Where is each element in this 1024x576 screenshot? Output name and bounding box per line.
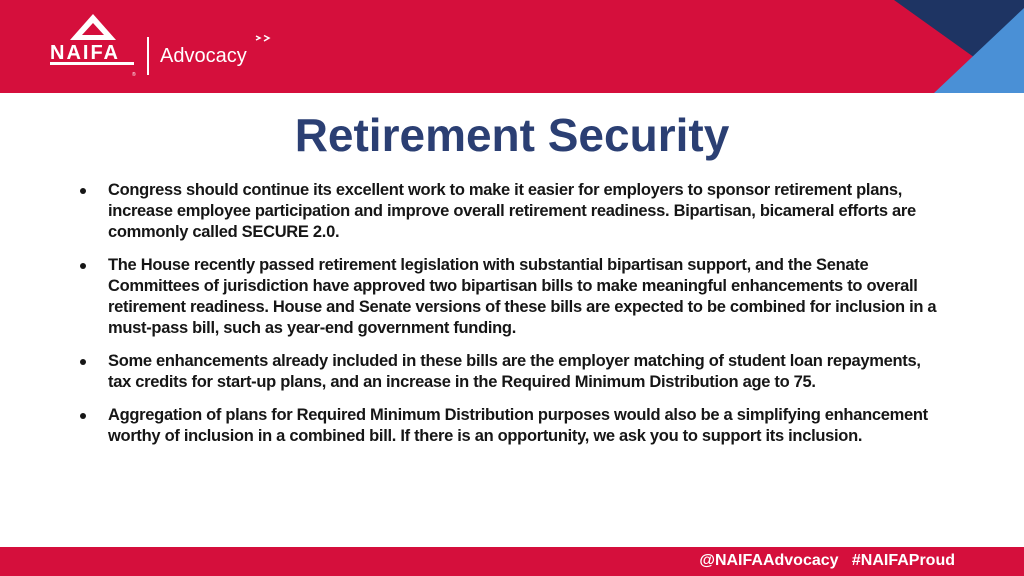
bullet-dot-icon <box>80 413 86 419</box>
bullet-dot-icon <box>80 188 86 194</box>
header-divider <box>147 37 149 75</box>
bullet-dot-icon <box>80 359 86 365</box>
bullet-dot-icon <box>80 263 86 269</box>
bullet-item <box>78 180 938 243</box>
page-title: Retirement Security <box>294 109 730 161</box>
footer-bar <box>0 547 1024 576</box>
header-banner <box>0 0 1024 93</box>
chevron-right-icon <box>254 33 276 47</box>
social-handles: @NAIFAAdvocacy #NAIFAProud <box>699 552 955 569</box>
logo-text: NAIFA <box>50 42 120 64</box>
bullet-item <box>78 351 938 393</box>
section-label: Advocacy <box>160 45 247 67</box>
bullet-list <box>78 180 938 459</box>
bullet-text: Some enhancements already included in these bills are the employer matching of student loan repayments, tax credits for start-up plans, and an increase in the Required Minimum Distribution age to 75. <box>108 352 921 391</box>
bullet-text: The House recently passed retirement legislation with substantial bipartisan support, and the Senate Committees of jurisdiction have approved two bipartisan bills to make meaningful enhancements to overall retirement readiness. House and Senate versions of these bills are expected to be combined for inclusion in a must-pass bill, such as year-end government funding. <box>108 256 937 337</box>
corner-decoration <box>894 0 1024 93</box>
bullet-item <box>78 405 938 447</box>
bullet-text: Aggregation of plans for Required Minimum Distribution purposes would also be a simplifying enhancement worthy of inclusion in a combined bill. If there is an opportunity, we ask you to support its inclusion. <box>108 406 928 445</box>
svg-text:®: ® <box>132 72 136 78</box>
bullet-text: Congress should continue its excellent work to make it easier for employers to sponsor retirement plans, increase employee participation and improve overall retirement readiness. Bipartisan, bicameral efforts are commonly called SECURE 2.0. <box>108 181 916 241</box>
bullet-item <box>78 255 938 339</box>
